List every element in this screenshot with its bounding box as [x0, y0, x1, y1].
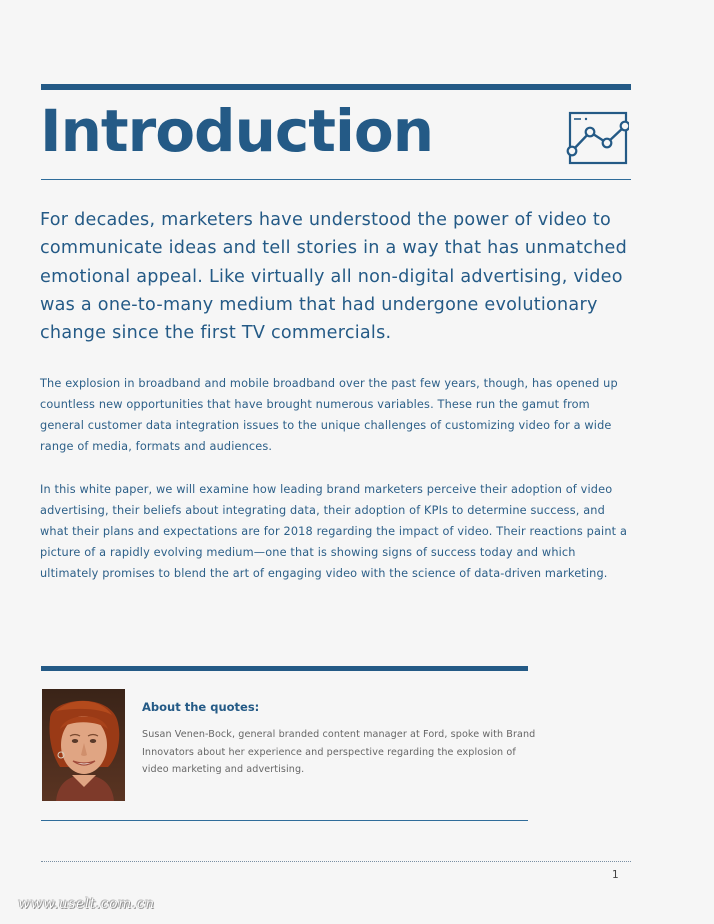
footer-dotted-rule — [41, 861, 631, 862]
body-paragraph-2: In this white paper, we will examine how leading brand marketers perceive their adoption of video advertising, their beliefs about integrating data, their adoption of KPIs to determine success, and what their plans and expectations are for 2018 regarding the impact of video. Their reactions paint a picture of a rapidly evolving medium—one that is showing signs of success today and which ultimately promises to blend the art of engaging video with the science of data-driven marketing. — [40, 483, 628, 580]
body-paragraph-1: The explosion in broadband and mobile broadband over the past few years, though, has opened up countless new opportunities that have brought numerous variables. These run the gamut from general customer data integration issues to the unique challenges of customizing video for a wide range of media, formats and audiences. — [40, 377, 618, 453]
watermark: www.uselt.com.cn — [18, 896, 155, 912]
portrait-illustration — [42, 689, 125, 801]
lead-paragraph: For decades, marketers have understood the power of video to communicate ideas and tell stories in a way that has unmatched emotional appeal. Like virtually all non-digital advertising, video was a one-to-many medium that had undergone evolutionary change since the first TV commercials. — [40, 210, 628, 344]
page-title: Introduction — [40, 97, 433, 165]
quote-box-body: Susan Venen-Bock, general branded content manager at Ford, spoke with Brand Innovators about her experience and perspective regarding the explosion of video marketing and advertising. — [142, 729, 536, 775]
quote-box-bottom-rule — [41, 820, 528, 821]
quote-box-top-rule — [41, 666, 528, 671]
quote-box-heading: About the quotes: — [142, 700, 260, 714]
chart-icon — [565, 110, 629, 166]
title-underline — [41, 179, 631, 180]
portrait-photo — [42, 689, 125, 801]
top-rule — [41, 84, 631, 90]
page-number: 1 — [612, 869, 619, 881]
